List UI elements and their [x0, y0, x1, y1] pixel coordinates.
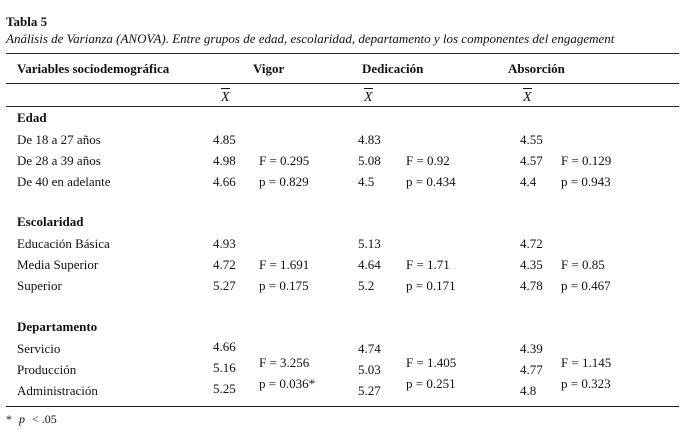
mean-symbol-vigor: X — [221, 90, 230, 105]
mean-symbol-dedicacion: X — [364, 90, 373, 105]
absorcion-f-stat: F = 0.129 — [561, 153, 612, 168]
vigor-mean: 5.16 — [213, 360, 236, 375]
dedicacion-p-value: p = 0.434 — [406, 174, 456, 189]
dedicacion-f-stat: F = 1.405 — [406, 355, 457, 370]
group-heading-departamento: Departamento — [17, 319, 98, 334]
row-label: De 40 en adelante — [17, 174, 111, 189]
table-caption: Análisis de Varianza (ANOVA). Entre grupos de edad, escolaridad, departamento y los componentes del engagement — [6, 31, 615, 46]
top-rule — [6, 53, 679, 54]
vigor-mean: 5.25 — [213, 381, 236, 396]
vigor-f-stat: F = 1.691 — [259, 257, 310, 272]
absorcion-mean: 4.77 — [520, 362, 543, 377]
vigor-f-stat: F = 0.295 — [259, 153, 310, 168]
absorcion-mean: 4.8 — [520, 383, 537, 398]
dedicacion-p-value: p = 0.251 — [406, 376, 456, 391]
dedicacion-mean: 4.83 — [358, 132, 381, 147]
dedicacion-mean: 4.74 — [358, 341, 381, 356]
footnote — [6, 412, 57, 427]
dedicacion-f-stat: F = 1.71 — [406, 257, 450, 272]
header-vigor: Vigor — [253, 61, 285, 76]
vigor-p-value: p = 0.175 — [259, 278, 309, 293]
absorcion-mean: 4.55 — [520, 132, 543, 147]
vigor-mean: 4.93 — [213, 236, 236, 251]
header-variables: Variables sociodemográfica — [17, 61, 170, 76]
table-title: Tabla 5 — [6, 14, 48, 29]
dedicacion-mean: 5.03 — [358, 362, 381, 377]
header-dedicacion: Dedicación — [362, 61, 424, 76]
footnote-threshold: < .05 — [32, 412, 57, 426]
vigor-mean: 5.27 — [213, 278, 236, 293]
absorcion-mean: 4.35 — [520, 257, 543, 272]
row-label: Media Superior — [17, 257, 99, 272]
dedicacion-mean: 5.13 — [358, 236, 381, 251]
header-rule — [6, 83, 679, 84]
subheader-rule — [6, 106, 679, 107]
row-label: De 28 a 39 años — [17, 153, 101, 168]
vigor-mean: 4.85 — [213, 132, 236, 147]
dedicacion-mean: 4.5 — [358, 174, 375, 189]
row-label: Educación Básica — [17, 236, 110, 251]
absorcion-p-value: p = 0.323 — [561, 376, 611, 391]
vigor-mean: 4.66 — [213, 339, 236, 354]
absorcion-mean: 4.39 — [520, 341, 543, 356]
absorcion-p-value: p = 0.943 — [561, 174, 611, 189]
footnote-mark: * — [6, 412, 12, 426]
absorcion-mean: 4.72 — [520, 236, 543, 251]
absorcion-mean: 4.4 — [520, 174, 537, 189]
absorcion-f-stat: F = 1.145 — [561, 355, 612, 370]
absorcion-f-stat: F = 0.85 — [561, 257, 605, 272]
absorcion-p-value: p = 0.467 — [561, 278, 611, 293]
absorcion-mean: 4.78 — [520, 278, 543, 293]
row-label: Superior — [17, 278, 62, 293]
dedicacion-mean: 5.2 — [358, 278, 375, 293]
row-label: De 18 a 27 años — [17, 132, 101, 147]
header-absorcion: Absorción — [508, 61, 565, 76]
vigor-mean: 4.72 — [213, 257, 236, 272]
mean-symbol-absorcion: X — [523, 90, 532, 105]
dedicacion-p-value: p = 0.171 — [406, 278, 456, 293]
dedicacion-mean: 5.27 — [358, 383, 381, 398]
footnote-p: p — [19, 412, 25, 426]
bottom-rule — [6, 406, 679, 407]
vigor-f-stat: F = 3.256 — [259, 355, 310, 370]
vigor-p-value: p = 0.036* — [259, 376, 316, 391]
row-label: Producción — [17, 362, 77, 377]
dedicacion-f-stat: F = 0.92 — [406, 153, 450, 168]
dedicacion-mean: 4.64 — [358, 257, 381, 272]
group-heading-edad: Edad — [17, 110, 47, 125]
row-label: Servicio — [17, 341, 61, 356]
group-heading-escolaridad: Escolaridad — [17, 214, 84, 229]
dedicacion-mean: 5.08 — [358, 153, 381, 168]
absorcion-mean: 4.57 — [520, 153, 543, 168]
row-label: Administración — [17, 383, 98, 398]
vigor-mean: 4.98 — [213, 153, 236, 168]
vigor-mean: 4.66 — [213, 174, 236, 189]
vigor-p-value: p = 0.829 — [259, 174, 309, 189]
